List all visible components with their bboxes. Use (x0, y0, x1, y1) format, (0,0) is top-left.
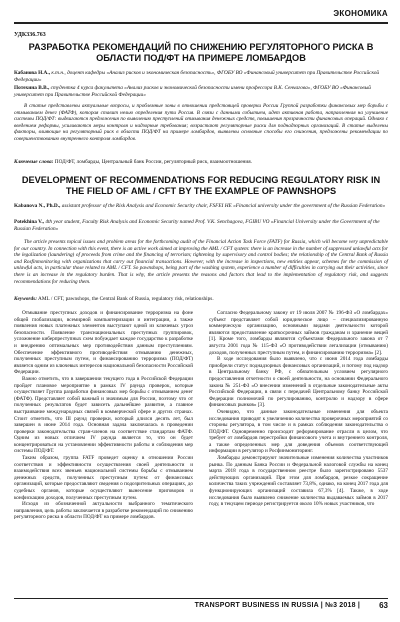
journal-name: TRANSPORT BUSINESS IN RUSSIA | №3 2018 | (194, 602, 360, 609)
abstract-en: The article presents topical issues and problem areas for the forthcoming audit of the Financial Action Task Force (FATF) for Russia, which will become very unpredictable for our country. In connection with this event, there is an active work aimed at improving the AML / CFT system: there is an increase in the number of suppressed unlawful acts for the legalization (laundering) of proceeds from crime and the financing of terrorism; tightening by supervisory and control bodies; the relationship of the Central Bank of Russia and Rosfinmonitoring with organizations that carry out financial transactions. However, with the increase in inspections, new entities appear, schemes for the commission of unlawful acts, in particular those related to AML / CFT. So pawnshops, being part of the washing system, experience a number of difficulties in carrying out their activities, since there is an increase in the regulatory burden. That is why, the article presents the reasons and factors that lead to the implementation of regulatory risk, and suggests recommendations for reducing them. (14, 239, 388, 285)
body-paragraph: Отмывание преступных доходов и финансирование терроризма на фоне общей глобализации, всемирной компьютеризации и интеграции, а также появления новых платежных элементов выступают одной из ключевых угроз безопасности. Появление транснациональных преступных группировок, усложнение киберпреступных схем побуждает каждое государство к разработке и внедрению оптимальных мер противодействия данным преступлениям. Обеспечение эффективного противодействия отмыванию денежных, полученных преступным путем, и финансированию терроризма (ПОД/ФТ) является одним из ключевых интересов национальной безопасности Российской Федерации. (14, 310, 193, 376)
keywords-label: Ключевые слова: (14, 159, 54, 165)
author-affiliation: 4th year student, Faculty Risk Analysis and Economic Security named Prof. V.K. Senchagova, FGIBU VO «Financial University under the Government of the Russian Federation» (14, 219, 380, 232)
section-label: ЭКОНОМИКА (333, 9, 388, 18)
page-footer (14, 598, 388, 613)
author-name: Potekhina V., (14, 219, 44, 225)
author-en-2 (14, 219, 388, 232)
keywords-ru (14, 159, 388, 166)
page-header (14, 8, 388, 24)
body-paragraph: Очевидно, что данные законодательные изменения для объекта исследования приводят к увеличению количества проверочных мероприятий со стороны регулятора, в том числе и в рамках соблюдения законодательства о ПОД/ФТ. Одновременно происходит реформирование отрасли в целом, что требует от ломбардов перестройки финансового учета и внутреннего контроля, а также определенных мер для доведения объемов соответствующей информации в регулятор и Росфинмониторинг. (209, 408, 388, 455)
author-ru-1 (14, 70, 388, 83)
keywords-text: ПОД/ФТ, ломбарды, Центральный банк России, регуляторный риск, взаимоотношения. (54, 159, 252, 165)
abstract-ru: В статье представлены актуальные вопросы, и проблемные зоны в отношении предстоящей проверки России Группой разработки финансовых мер борьбы с отмыванием денег (ФАТФ), которая ставит нелью определения пути Россия. В связи с данными событием, идет активная работа, направленная на улучшение системы ПОД/ФТ: выдвигаются предложения по выявлению преступлений отмывания денежных средств, повышения прозрачности финансовых операций. Однако с введением реформы, усиливаются меры контроля и надзорные требования; возрастают регуляторные риски для поднадзорных организаций. В статье выделены факторы, влияющие на регуляторный риск в области ПОД/ФТ на примере ломбардов, выявлены основные способы его снижения, предложены рекомендации по совершенствованию внутреннего контроля ломбардов. (14, 103, 388, 142)
body-column-left (14, 310, 193, 594)
article-title-en: DEVELOPMENT OF RECOMMENDATIONS FOR REDUCING REGULATORY RISK IN THE FIELD OF AML / CFT BY THE EXAMPLE OF PAWNSHOPS (21, 175, 381, 196)
author-en-1 (14, 203, 388, 210)
keywords-en (14, 296, 388, 303)
body-paragraph: Ломбарды демонстрируют значительные изменения количества участников рынка. По данным Банка России и Федеральной налоговой службы на конец марта 2018 года в государственном реестре было зарегистрировано 5537 действующих организаций. При этом для ломбардов, резкое сокращение количества таких учреждений составляет 73,8%, однако, на конец 2017 года для функционирующих организаций составила 67,3% [4]. Также, в ходе исследования было выявлено снижение количества выдаваемых займов в 2017 году, в текущем периоде регистрируется около 10% новых участников, что (209, 455, 388, 508)
keywords-text: AML / CFT, pawnshops, the Central Bank of Russia, regulatory risk, relationships. (38, 296, 214, 302)
body-paragraph: Таким образом, группа FATF проведет оценку в отношении России соответствия и эффективности осуществления своей деятельности и взаимодействия всех звеньев национальной системы борьбы с отмыванием денежных средств, полученных преступным путем: от финансовых организаций, которые предоставляют сведения о подозрительных операциях, до судебных органов, которые осуществляют вынесение приговоров и конфискацию доходов, полученных преступным путем. (14, 455, 193, 501)
author-affiliation: к.т.н., доцент кафедры «Анализ рисков и экономическая безопасность», ФГОБУ ВО «Финансовый университет при Правительстве Российской Федерации» (14, 70, 380, 83)
keywords-label: Keywords: (14, 296, 37, 302)
author-name: Потехина В.В., (14, 85, 50, 91)
author-affiliation: студентка 4 курса факультета «Анализ рисков и экономической безопасности имени профессора В.К. Сенчагова», ФГОБУ ВО «Финансовый университет при Правительстве Российской Федерации» (14, 85, 371, 98)
page-number: 63 (379, 601, 388, 610)
body-paragraph: Исходя из обозначенной актуальности выбранного тематического направления, цель работы заключается в разработке рекомендаций по снижению регуляторного риска в области ПОД/ФТ на примере ломбардов. (14, 501, 193, 521)
author-affiliation: assistant professor of the Risk Analysis and Economic Security chair, FSFEI HE «Financial university under the government of the Russian Federation» (61, 203, 386, 209)
journal-page (14, 8, 388, 614)
body-paragraph: Согласно Федеральному закону от 19 июля 2007 № 196-ФЗ «О ломбардах» субъект представляет собой юридическое лицо – специализированную коммерческую организацию, основными видами деятельности которой являются предоставление краткосрочных займов гражданам и хранение вещей [1]. Кроме того, ломбарды являются субъектами Федерального закона от 7 августа 2001 года № 115-ФЗ «О противодействии легализации (отмыванию) доходов, полученных преступным путем, и финансированию терроризма» [2]. (209, 310, 388, 356)
body-column-right (209, 310, 388, 594)
body-paragraph: В ходе исследования было выявлено, что с июня 2014 года ломбарды приобрели статус поднадзорных финансовых организаций, и потому под надзор в Центральному банку РФ, с обязательным условием регулярного предоставления отчетности о своей деятельности, на основании Федерального закона № 251-ФЗ «О внесении изменений в отдельные законодательные акты Российской Федерации, в связи с передачей Центральному банку Российской Федерации полномочий по регулированию, контролю и надзору в сфере финансовых рынков» [3]. (209, 356, 388, 409)
author-name: Kabanova N., Ph.D., (14, 203, 61, 209)
author-ru-2 (14, 85, 388, 98)
article-title-ru: РАЗРАБОТКА РЕКОМЕНДАЦИЙ ПО СНИЖЕНИЮ РЕГУЛЯТОРНОГО РИСКА В ОБЛАСТИ ПОД/ФТ НА ПРИМЕРЕ ЛОМБАРДОВ (28, 42, 374, 63)
author-name: Кабанова Н.А., (14, 70, 51, 76)
body-paragraph: Важно отметить, что в завершении текущего года в Российской Федерации пройдет плановое мероприятие в рамках IV раунда проверок, которые осуществляет Группа разработки финансовых мер борьбы с отмыванием денег (ФАТФ). Представляет собой важный и значимым для России, поэтому что от полученных результатов будет зависеть дальнейшее развитие, а главное выстраивание международных связей в коммерческой сфере и других странах. Стоит отметить, что III раунд проверки, который длился десять лет, был завершен в июне 2014 года. Основная задача заключалась в проведении проверки законодательства стран-членов на соответствие стандартам ФАТФ. Одним из новых отличием IV раунда является то, что он будет концентрироваться на установлении эффективности работы и соблюдения мер системы ПОД/ФТ. (14, 375, 193, 455)
udk-code: УДК336.763 (14, 32, 46, 38)
